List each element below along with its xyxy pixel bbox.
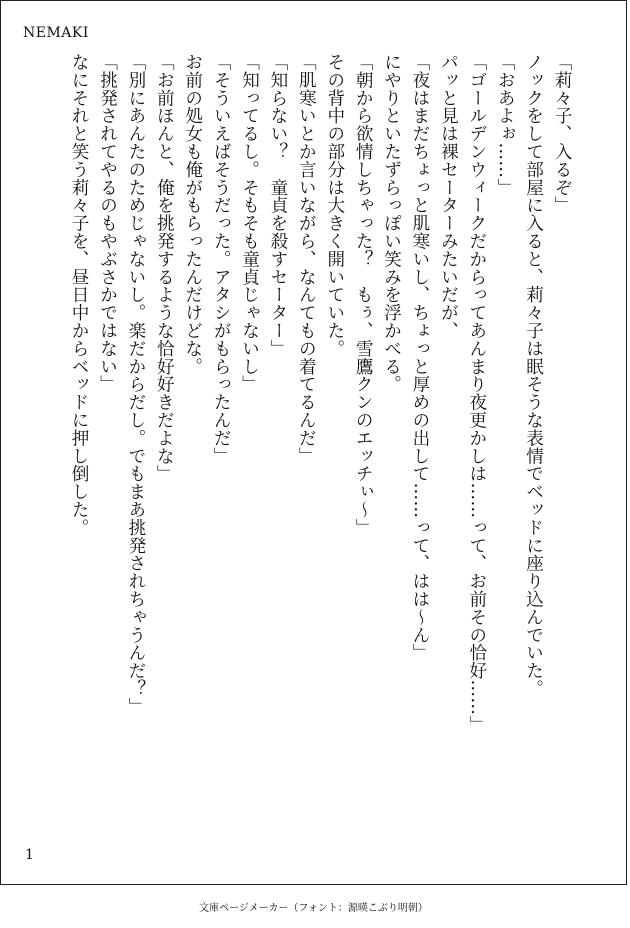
text-line: 「朝から欲情しちゃった？ もぅ、雪鷹クンのエッチぃ～」 (353, 53, 374, 537)
text-line: 「知ってるし。そもそも童貞じゃないし」 (239, 53, 260, 394)
text-line: お前の処女も俺がもらったんだけどな。 (182, 53, 203, 376)
text-line: 「肌寒いとか言いながら、なんてもの着てるんだ」 (296, 53, 317, 465)
text-line: 「そういえばそうだった。アタシがもらったんだ」 (211, 53, 232, 465)
text-line: なにそれと笑う莉々子を、昼日中からベッドに押し倒した。 (69, 53, 90, 537)
vertical-body-text (65, 53, 576, 813)
text-line: 「お前ほんと、俺を挑発するような恰好好きだよな」 (154, 53, 175, 483)
text-line: 「ゴールデンウィークだからってあんまり夜更かしは……って、お前その恰好……」 (466, 53, 487, 734)
text-line: 「別にあんたのためじゃないし。楽だからだし。でもまあ挑発されちゃうんだ？」 (125, 53, 146, 716)
text-line: 「夜はまだちょっと肌寒いし、ちょっと厚めの出して……って、はは～ん」 (409, 53, 430, 662)
footer-credit: 文庫ページメーカー（フォント：源暎こぶり明朝） (199, 903, 428, 914)
text-line: パッと見は裸セーターみたいだが、 (438, 53, 459, 340)
text-line: にやりといたずらっぽい笑みを浮かべる。 (381, 53, 402, 394)
text-line: その背中の部分は大きく開いていた。 (324, 53, 345, 358)
text-line: 「おあよぉ……」 (495, 53, 516, 197)
text-line: 「挑発されてやるのもやぶさかではない」 (97, 53, 118, 394)
text-line: 「知らない？ 童貞を殺すセーター」 (267, 53, 288, 358)
document-title: NEMAKI (23, 25, 89, 41)
text-line: ノックをして部屋に入ると、莉々子は眠そうな表情でベッドに座り込んでいた。 (523, 53, 544, 698)
page-number: 1 (25, 847, 34, 863)
text-line: 「莉々子、入るぞ」 (552, 53, 572, 215)
